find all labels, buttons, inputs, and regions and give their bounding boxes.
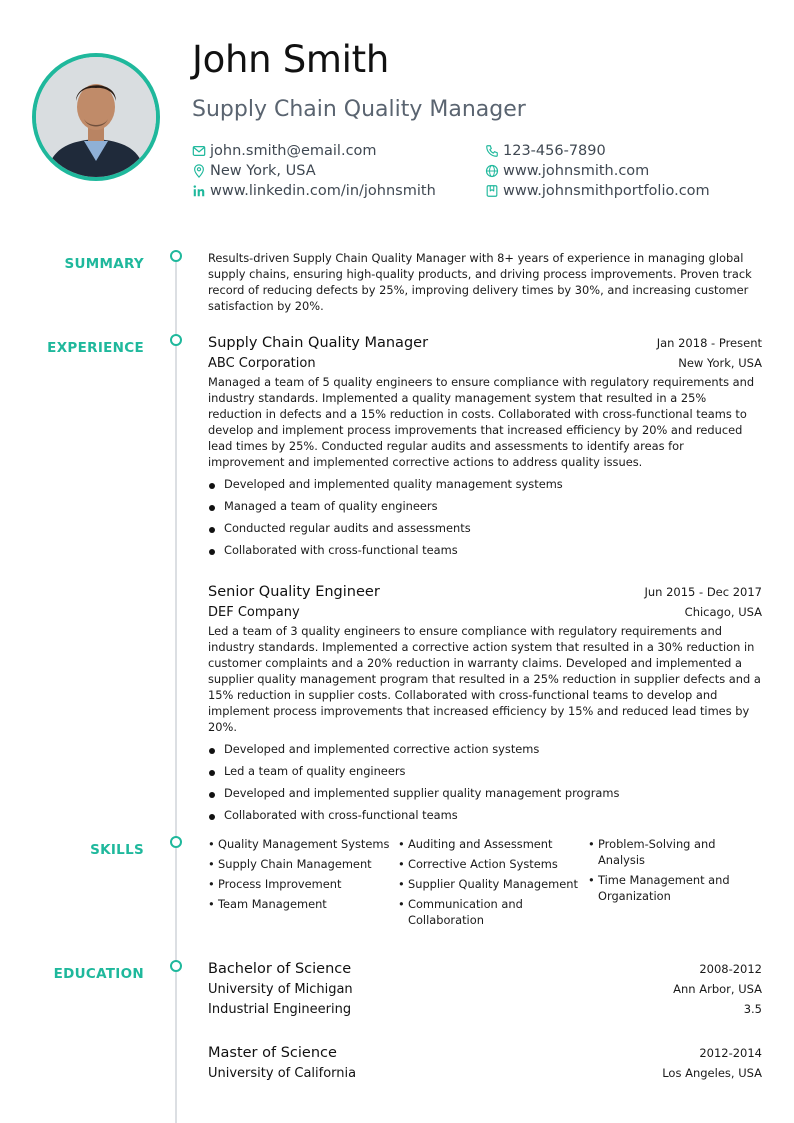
skill-item: • Communication and Collaboration bbox=[398, 896, 588, 928]
map-pin-icon bbox=[192, 164, 206, 178]
summary-section bbox=[208, 250, 762, 314]
mail-icon bbox=[192, 144, 206, 158]
job-subheader bbox=[208, 605, 762, 620]
skill-item: • Team Management bbox=[208, 896, 398, 912]
education-location: Los Angeles, USA bbox=[662, 1066, 762, 1080]
summary-text: Results-driven Supply Chain Quality Manager with 8+ years of experience in managing global supply chains, ensuring high-quality products, and driving process improvements. Proven track record of reducing defects by 25%, improving delivery times by 30%, and increasing customer satisfaction by 20%. bbox=[208, 251, 752, 313]
education-entry bbox=[208, 961, 762, 1017]
job-entry bbox=[208, 584, 762, 826]
timeline-dot-education bbox=[170, 960, 182, 972]
job-header bbox=[208, 335, 762, 351]
education-school-row bbox=[208, 1066, 762, 1081]
contact-phone[interactable] bbox=[485, 143, 606, 159]
education-entry bbox=[208, 1045, 762, 1081]
job-dates: Jun 2015 - Dec 2017 bbox=[644, 585, 762, 599]
contact-phone-text: 123-456-7890 bbox=[503, 143, 606, 159]
skills-section bbox=[208, 836, 762, 932]
education-major: Industrial Engineering bbox=[208, 1002, 352, 1017]
contact-email[interactable] bbox=[192, 143, 377, 159]
skills-column bbox=[398, 836, 588, 932]
education-location: Ann Arbor, USA bbox=[673, 982, 762, 996]
education-header bbox=[208, 1045, 762, 1061]
skill-item: • Corrective Action Systems bbox=[398, 856, 588, 872]
skill-item: • Supply Chain Management bbox=[208, 856, 398, 872]
skill-item: • Problem-Solving and Analysis bbox=[588, 836, 762, 868]
job-header bbox=[208, 584, 762, 600]
job-location: Chicago, USA bbox=[684, 605, 762, 619]
job-description: Managed a team of 5 quality engineers to ensure compliance with regulatory requirements and industry standards. Implemented a quality management system that resulted in a 25% reduction in defects and a 15% reduction in costs. Collaborated with cross-functional teams to develop and implement process improvements that increased efficiency by 20% and reduced lead times by 25%. Conducted regular audits and assessments to identify areas for improvement and implemented corrective actions to address quality issues. bbox=[208, 375, 755, 469]
job-location: New York, USA bbox=[678, 356, 762, 370]
skill-item: • Process Improvement bbox=[208, 876, 398, 892]
education-school: University of California bbox=[208, 1066, 357, 1081]
candidate-name: John Smith bbox=[192, 38, 389, 81]
contact-linkedin-text: www.linkedin.com/in/johnsmith bbox=[210, 183, 436, 199]
job-bullets bbox=[208, 738, 762, 826]
education-years: 2008-2012 bbox=[699, 962, 762, 976]
list-item: Collaborated with cross-functional teams bbox=[208, 804, 762, 826]
profile-photo-illustration bbox=[36, 57, 156, 177]
skill-item: • Time Management and Organization bbox=[588, 872, 762, 904]
list-item: Developed and implemented quality management systems bbox=[208, 473, 762, 495]
list-item: Collaborated with cross-functional teams bbox=[208, 539, 762, 561]
education-major-row bbox=[208, 1002, 762, 1017]
education-gpa: 3.5 bbox=[743, 1002, 762, 1016]
contact-portfolio[interactable] bbox=[485, 183, 710, 199]
skill-item: • Supplier Quality Management bbox=[398, 876, 588, 892]
section-label-education: EDUCATION bbox=[53, 966, 144, 982]
contact-email-text: john.smith@email.com bbox=[210, 143, 377, 159]
section-label-skills: SKILLS bbox=[90, 842, 144, 858]
contact-website[interactable] bbox=[485, 163, 649, 179]
skills-grid bbox=[208, 836, 762, 932]
list-item: Conducted regular audits and assessments bbox=[208, 517, 762, 539]
education-header bbox=[208, 961, 762, 977]
skills-column bbox=[208, 836, 398, 932]
list-item: Led a team of quality engineers bbox=[208, 760, 762, 782]
job-dates: Jan 2018 - Present bbox=[656, 336, 762, 350]
contact-linkedin[interactable] bbox=[192, 183, 436, 199]
job-role: Supply Chain Quality Manager bbox=[208, 335, 429, 351]
education-years: 2012-2014 bbox=[699, 1046, 762, 1060]
timeline-dot-summary bbox=[170, 250, 182, 262]
contact-website-text: www.johnsmith.com bbox=[503, 163, 650, 179]
contact-location bbox=[192, 163, 316, 179]
contact-portfolio-text: www.johnsmithportfolio.com bbox=[503, 183, 710, 199]
timeline-dot-experience bbox=[170, 334, 182, 346]
education-school: University of Michigan bbox=[208, 982, 353, 997]
job-company: DEF Company bbox=[208, 605, 300, 620]
job-entry bbox=[208, 335, 762, 561]
job-description: Led a team of 3 quality engineers to ensure compliance with regulatory requirements and industry standards. Implemented a corrective action system that resulted in a 30% reduction in customer complaints and a 20% reduction in warranty claims. Developed and implemented a supplier quality management program that resulted in a 25% reduction in supplier defects and a 15% reduction in supplier costs. Collaborated with cross-functional teams to develop and implement process improvements that increased efficiency by 15% and reduced lead times by 20%. bbox=[208, 624, 761, 734]
contact-location-text: New York, USA bbox=[210, 163, 316, 179]
globe-icon bbox=[485, 164, 499, 178]
list-item: Developed and implemented corrective action systems bbox=[208, 738, 762, 760]
timeline-line bbox=[175, 256, 177, 1123]
profile-photo bbox=[32, 53, 160, 181]
list-item: Developed and implemented supplier quality management programs bbox=[208, 782, 762, 804]
phone-icon bbox=[485, 144, 499, 158]
job-company: ABC Corporation bbox=[208, 356, 316, 371]
section-label-experience: EXPERIENCE bbox=[47, 340, 144, 356]
job-subheader bbox=[208, 356, 762, 371]
linkedin-icon bbox=[192, 184, 206, 198]
education-degree: Bachelor of Science bbox=[208, 961, 352, 977]
skill-item: • Quality Management Systems bbox=[208, 836, 398, 852]
list-item: Managed a team of quality engineers bbox=[208, 495, 762, 517]
education-school-row bbox=[208, 982, 762, 997]
skills-column bbox=[588, 836, 762, 932]
education-degree: Master of Science bbox=[208, 1045, 337, 1061]
job-bullets bbox=[208, 473, 762, 561]
job-role: Senior Quality Engineer bbox=[208, 584, 380, 600]
candidate-title: Supply Chain Quality Manager bbox=[192, 97, 526, 122]
timeline-dot-skills bbox=[170, 836, 182, 848]
section-label-summary: SUMMARY bbox=[64, 256, 144, 272]
skill-item: • Auditing and Assessment bbox=[398, 836, 588, 852]
bookmark-icon bbox=[485, 184, 499, 198]
